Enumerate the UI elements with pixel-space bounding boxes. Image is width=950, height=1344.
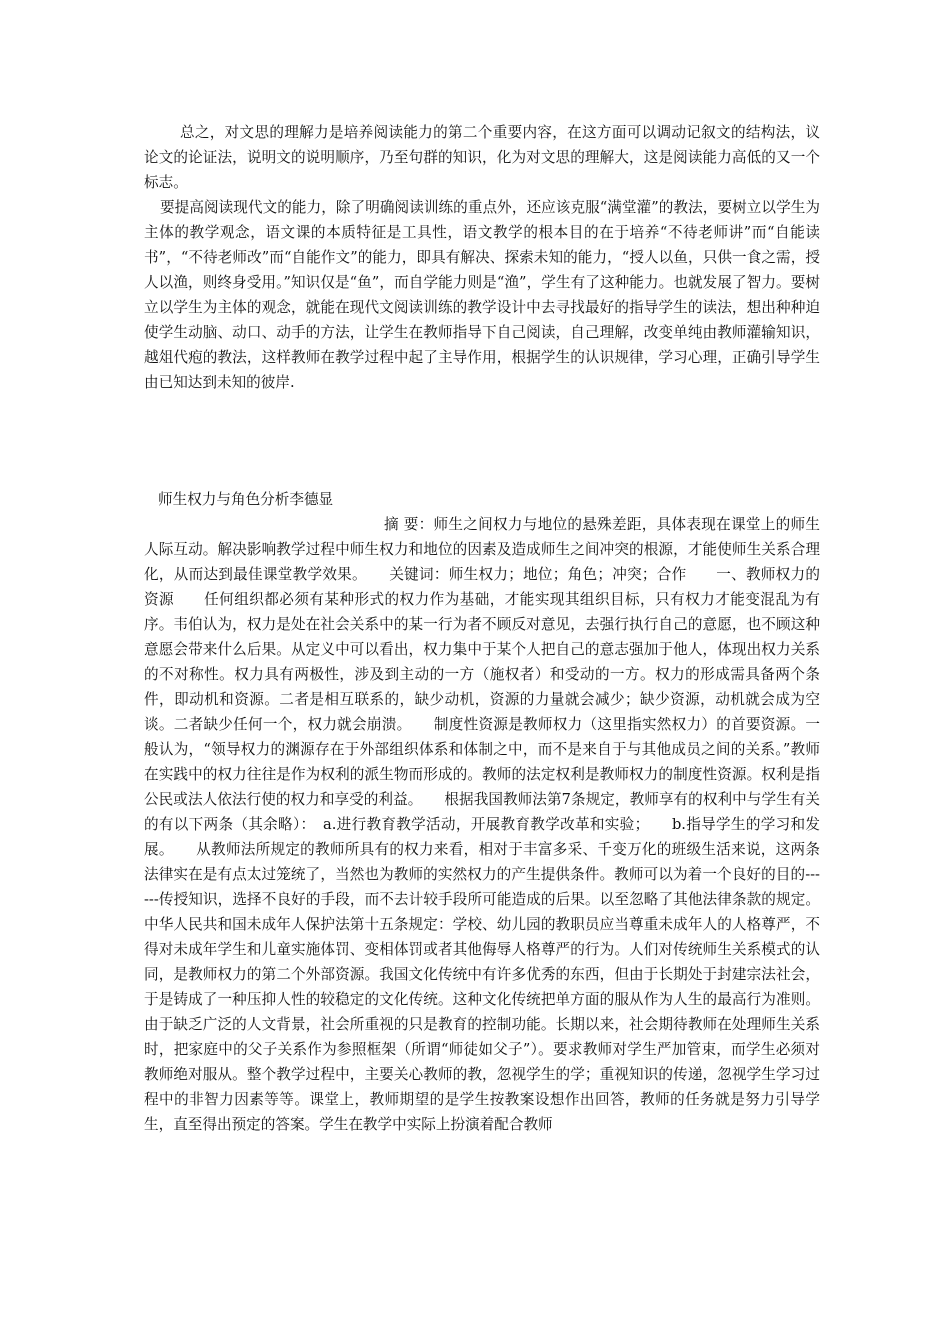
document-page: [144, 120, 820, 1137]
paragraph-modern-text-reading: 要提高阅读现代文的能力，除了明确阅读训练的重点外，还应该克服“满堂灌”的教法，要树立以学生为主体的教学观念，语文课的本质特征是工具性，语文教学的根本目的在于培养“不待老师讲”而“自能读书”，“不待老师改”而“自能作文”的能力，即具有解决、探索未知的能力，“授人以鱼，只供一食之需，授人以渔，则终身受用。”知识仅是“鱼”，而自学能力则是“渔”，学生有了这种能力。也就发展了智力。要树立以学生为主体的观念，就能在现代文阅读训练的教学设计中去寻找最好的指导学生的读法，想出种种迫使学生动脑、动口、动手的方法，让学生在教师指导下自己阅读，自己理解，改变单纯由教师灌输知识，越俎代疱的教法，这样教师在教学过程中起了主导作用，根据学生的认识规律，学习心理，正确引导学生由已知达到未知的彼岸.: [144, 199, 820, 391]
section-gap: [144, 395, 820, 487]
article-title: 师生权力与角色分析李德显: [158, 491, 334, 508]
article-body: 摘 要：师生之间权力与地位的悬殊差距，具体表现在课堂上的师生人际互动。解决影响教学过程中师生权力和地位的因素及造成师生之间冲突的根源，才能使师生关系合理化，从而达到最佳课堂教学效果。 关键词：师生权力；地位；角色；冲突；合作 一、教师权力的资源 任何组织都必须有某种形式的权力作为基础，才能实现其组织目标，只有权力才能变混乱为有序。韦伯认为，权力是处在社会关系中的某一行为者不顾反对意见，去强行执行自己的意愿，也不顾这种意愿会带来什么后果。从定义中可以看出，权力集中于某个人把自己的意志强加于他人，体现出权力关系的不对称性。权力具有两极性，涉及到主动的一方（施权者）和受动的一方。权力的形成需具备两个条件，即动机和资源。二者是相互联系的，缺少动机，资源的力量就会减少；缺少资源，动机就会成为空谈。二者缺少任何一个，权力就会崩溃。 制度性资源是教师权力（这里指实然权力）的首要资源。一般认为，“领导权力的渊源存在于外部组织体系和体制之中，而不是来自于与其他成员之间的关系。”教师在实践中的权力往往是作为权利的派生物而形成的。教师的法定权利是教师权力的制度性资源。权利是指公民或法人依法行使的权力和享受的利益。 根据我国教师法第7条规定，教师享有的权利中与学生有关的有以下两条（其余略）： a.进行教育教学活动，开展教育教学改革和实验； b.指导学生的学习和发展。 从教师法所规定的教师所具有的权力来看，相对于丰富多采、千变万化的班级生活来说，这两条法律实在是有点太过笼统了，当然也为教师的实然权力的产生提供条件。教师可以为着一个良好的目的------传授知识，选择不良好的手段，而不去计较手段所可能造成的后果。以至忽略了其他法律条款的规定。中华人民共和国未成年人保护法第十五条规定：学校、幼儿园的教职员应当尊重未成年人的人格尊严，不得对未成年学生和儿童实施体罚、变相体罚或者其他侮辱人格尊严的行为。人们对传统师生关系模式的认同，是教师权力的第二个外部资源。我国文化传统中有许多优秀的东西，但由于长期处于封建宗法社会，于是铸成了一种压抑人性的较稳定的文化传统。这种文化传统把单方面的服从作为人生的最高行为准则。由于缺乏广泛的人文背景，社会所重视的只是教育的控制功能。长期以来，社会期待教师在处理师生关系时，把家庭中的父子关系作为参照框架（所谓“师徒如父子”）。要求教师对学生严加管束，而学生必须对教师绝对服从。整个教学过程中，主要关心教师的教，忽视学生的学；重视知识的传递，忽视学生学习过程中的非智力因素等等。课堂上，教师期望的是学生按教案设想作出回答，教师的任务就是努力引导学生，直至得出预定的答案。学生在教学中实际上扮演着配合教师: [144, 516, 820, 1133]
paragraph-reading-comprehension: 总之，对文思的理解力是培养阅读能力的第二个重要内容，在这方面可以调动记叙文的结构法，议论文的论证法，说明文的说明顺序，乃至句群的知识，化为对文思的理解大，这是阅读能力高低的又一个标志。: [144, 124, 820, 191]
